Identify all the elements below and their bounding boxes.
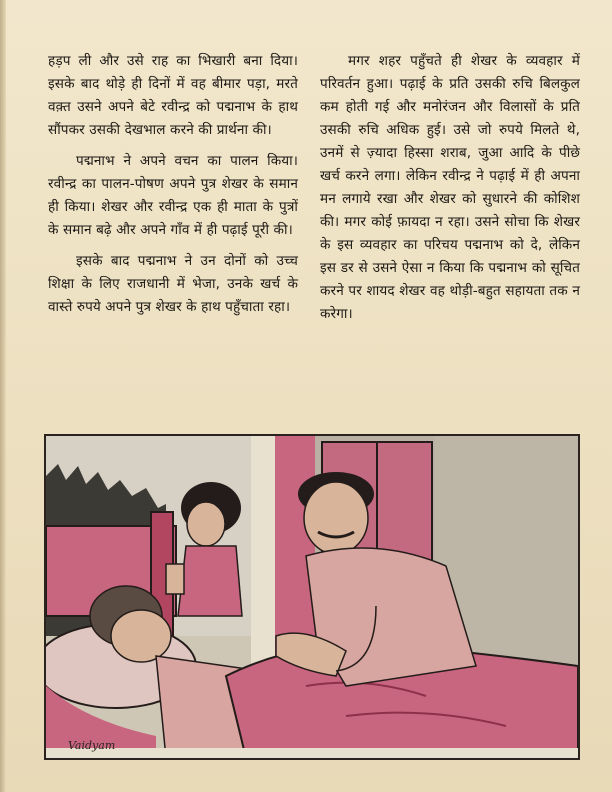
bottom-strip (46, 748, 578, 758)
illustration-art (46, 436, 578, 758)
illustration-panel (44, 434, 580, 760)
page-edge (0, 0, 6, 792)
right-text-column (320, 50, 580, 334)
paragraph-3: इसके बाद पद्मनाभ ने उन दोनों को उच्च शिक्षा के लिए राजधानी में भेजा, उनके खर्च के वास्ते रुपये अपने पुत्र शेखर के हाथ पहुँचाता रहा। (48, 253, 298, 315)
paragraph-4: मगर शहर पहुँचते ही शेखर के व्यवहार में परिवर्तन हुआ। पढ़ाई के प्रति उसकी रुचि बिलकुल कम होती गई और मनोरंजन और विलासों के प्रति उसकी रुचि अधिक हुई। उसे जो रुपये मिलते थे, उनमें से ज़्यादा हिस्सा शराब, जुआ आदि के पीछे खर्च करने लगा। लेकिन रवीन्द्र ने पढ़ाई में ही अपना मन लगाये रखा और शेखर को सुधारने की कोशिश की। मगर कोई फ़ायदा न रहा। उसने सोचा कि शेखर के इस व्यवहार का परिचय पद्मनाभ को दे, लेकिन इस डर से उसने ऐसा न किया कि पद्मनाभ को सूचित करने पर शायद शेखर वह थोड़ी-बहुत सहायता तक न करेगा। (320, 53, 580, 322)
sick-man-face (111, 610, 171, 662)
paragraph-2: पद्मनाभ ने अपने वचन का पालन किया। रवीन्द्र का पालन-पोषण अपने पुत्र शेखर के समान ही किया। शेखर और रवीन्द्र एक ही माता के पुत्रों के समान बढ़े और अपने गाँव में ही पढ़ाई पूरी की। (48, 153, 298, 238)
artist-signature: Vaidyam (68, 739, 116, 752)
man-face (304, 482, 368, 554)
child-face (187, 502, 225, 546)
child-shirt (178, 546, 242, 616)
left-text-column (48, 50, 298, 327)
paragraph-1: हड़प ली और उसे राह का भिखारी बना दिया। इसके बाद थोड़े ही दिनों में वह बीमार पड़ा, मरते वक़्त उसने अपने बेटे रवीन्द्र को पद्मनाभ के हाथ सौंपकर उसकी देखभाल करने की प्रार्थना की। (48, 53, 298, 138)
child-arm (166, 564, 184, 594)
